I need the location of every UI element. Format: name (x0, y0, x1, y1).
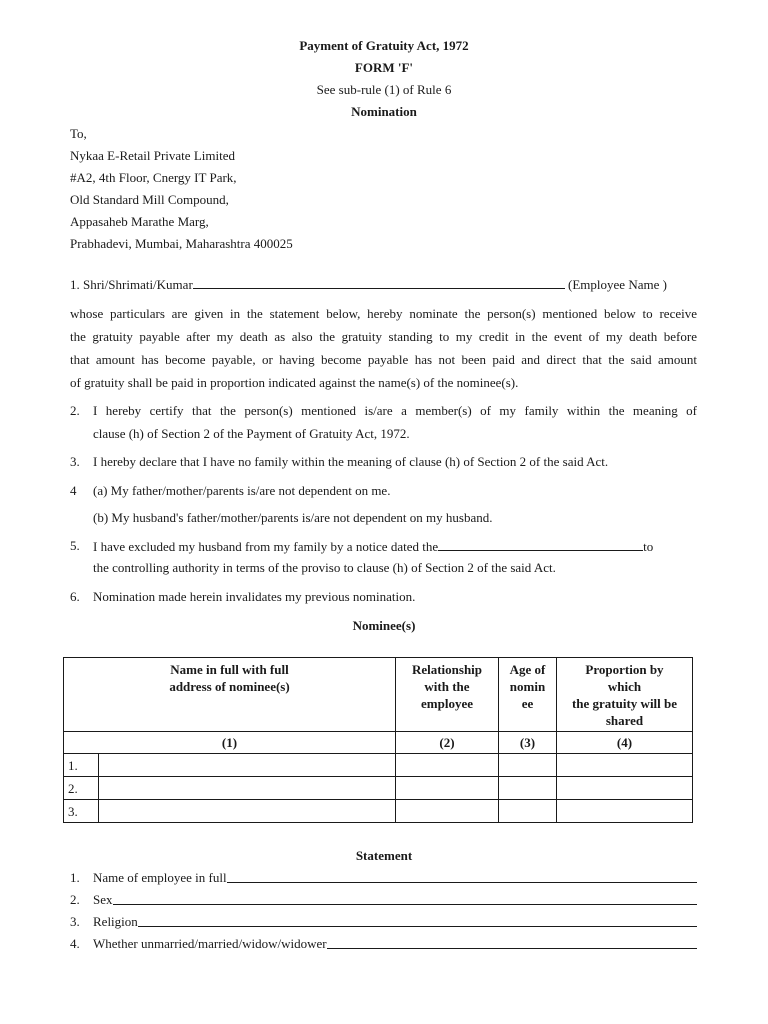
clause-4-number: 4 (70, 483, 77, 498)
religion-field[interactable] (138, 914, 697, 927)
column-header-line: which (607, 679, 642, 694)
statement-heading: Statement (355, 848, 413, 863)
statement-item (93, 892, 697, 908)
table-row (64, 800, 693, 823)
clause-1-text: the gratuity payable after my death as also the gratuity standing to my credit in the event of my death before (70, 329, 697, 344)
address-line: Appasaheb Marathe Marg, (70, 214, 209, 229)
nominee-name-cell[interactable] (99, 777, 396, 800)
table-header-row (64, 658, 693, 732)
clause-1-prefix: 1. Shri/Shrimati/Kumar (70, 277, 193, 292)
column-header-line: employee (421, 696, 473, 711)
address-to: To, (70, 126, 87, 141)
statement-item-number: 3. (70, 914, 80, 929)
clause-4a-text: (a) My father/mother/parents is/are not dependent on me. (93, 483, 391, 498)
statement-item-label: Whether unmarried/married/widow/widower (93, 936, 327, 951)
statement-item-label: Sex (93, 892, 113, 907)
table-row (64, 777, 693, 800)
nominee-relationship-cell[interactable] (396, 800, 499, 823)
clause-1-text: that amount has become payable, or having become payable has not been paid and direct that the said amount (70, 352, 697, 367)
column-header-line: address of nominee(s) (169, 679, 290, 694)
nomination-heading: Nomination (351, 104, 417, 119)
column-number: (3) (499, 732, 557, 754)
column-header-line: nomin (509, 679, 546, 694)
column-header-line: Relationship (411, 662, 483, 677)
table-row (64, 754, 693, 777)
column-header-relationship (396, 658, 499, 732)
address-line: Prabhadevi, Mumbai, Maharashtra 400025 (70, 236, 293, 251)
statement-item-number: 2. (70, 892, 80, 907)
statement-item-label: Religion (93, 914, 138, 929)
clause-2-number: 2. (70, 403, 80, 418)
nominee-proportion-cell[interactable] (557, 800, 693, 823)
nominee-relationship-cell[interactable] (396, 777, 499, 800)
row-number: 3. (64, 800, 99, 823)
nominee-relationship-cell[interactable] (396, 754, 499, 777)
sub-rule-text: See sub-rule (1) of Rule 6 (316, 82, 452, 97)
nominee-proportion-cell[interactable] (557, 754, 693, 777)
clause-1-suffix: (Employee Name ) (568, 277, 667, 292)
clause-5-prefix: I have excluded my husband from my family by a notice dated the (93, 539, 439, 554)
clause-2-text: I hereby certify that the person(s) mentioned is/are a member(s) of my family within the meaning of (93, 403, 697, 418)
column-number: (4) (557, 732, 693, 754)
column-header-line: Age of (509, 662, 546, 677)
row-number: 2. (64, 777, 99, 800)
statement-item (93, 870, 697, 886)
address-line: Nykaa E-Retail Private Limited (70, 148, 235, 163)
clause-4b-text: (b) My husband's father/mother/parents is/are not dependent on my husband. (93, 510, 493, 525)
column-header-line: shared (605, 713, 644, 728)
clause-1-text: of gratuity shall be paid in proportion indicated against the name(s) of the nominee(s). (70, 375, 519, 390)
statement-item (93, 914, 697, 930)
act-title: Payment of Gratuity Act, 1972 (299, 38, 469, 53)
column-header-line: with the (424, 679, 470, 694)
clause-3-text: I hereby declare that I have no family within the meaning of clause (h) of Section 2 of the said Act. (93, 454, 609, 469)
clause-5-suffix: to (643, 539, 654, 554)
column-header-age (499, 658, 557, 732)
row-number: 1. (64, 754, 99, 777)
address-line: #A2, 4th Floor, Cnergy IT Park, (70, 170, 237, 185)
form-label: FORM 'F' (354, 60, 414, 75)
clause-5-text: the controlling authority in terms of the proviso to clause (h) of Section 2 of the said Act. (93, 560, 556, 575)
address-line: Old Standard Mill Compound, (70, 192, 229, 207)
nominee-age-cell[interactable] (499, 777, 557, 800)
column-header-name (64, 658, 396, 732)
column-number-row (64, 732, 693, 754)
marital-status-field[interactable] (327, 936, 697, 949)
clause-1-line (70, 276, 667, 293)
column-header-line: ee (521, 696, 534, 711)
column-header-line: Proportion by (585, 662, 664, 677)
sex-field[interactable] (113, 892, 698, 905)
clause-5-number: 5. (70, 538, 80, 553)
employee-name-field[interactable] (193, 276, 565, 289)
nominee-proportion-cell[interactable] (557, 777, 693, 800)
column-header-line: Name in full with full (170, 662, 289, 677)
nominees-table (63, 657, 693, 823)
clause-3-number: 3. (70, 454, 80, 469)
column-header-line: the gratuity will be (571, 696, 678, 711)
statement-item-label: Name of employee in full (93, 870, 227, 885)
clause-6-text: Nomination made herein invalidates my previous nomination. (93, 589, 416, 604)
statement-item (93, 936, 697, 952)
nominee-age-cell[interactable] (499, 800, 557, 823)
nominee-name-cell[interactable] (99, 754, 396, 777)
statement-item-number: 1. (70, 870, 80, 885)
statement-item-number: 4. (70, 936, 80, 951)
nominees-heading: Nominee(s) (352, 618, 416, 633)
column-header-proportion (557, 658, 693, 732)
notice-date-field[interactable] (438, 538, 643, 551)
column-number: (2) (396, 732, 499, 754)
nominee-age-cell[interactable] (499, 754, 557, 777)
clause-2-text: clause (h) of Section 2 of the Payment of Gratuity Act, 1972. (93, 426, 410, 441)
nominee-name-cell[interactable] (99, 800, 396, 823)
employee-full-name-field[interactable] (227, 870, 697, 883)
clause-5-line (93, 538, 653, 555)
column-number: (1) (64, 732, 396, 754)
clause-6-number: 6. (70, 589, 80, 604)
clause-1-text: whose particulars are given in the statement below, hereby nominate the person(s) mentioned below to receive (70, 306, 697, 321)
